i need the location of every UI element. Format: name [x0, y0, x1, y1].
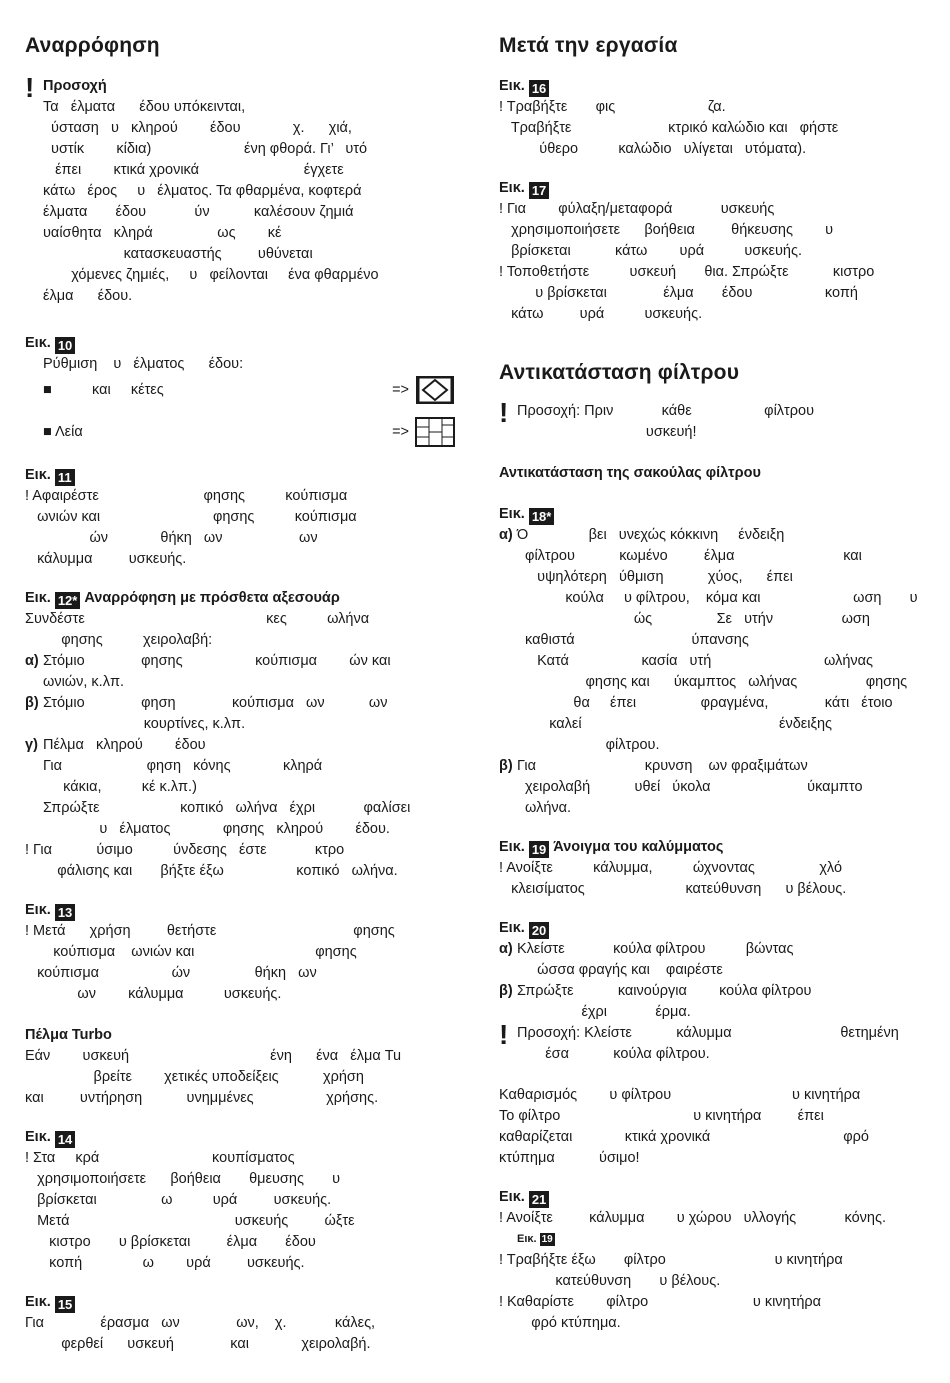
- text-line: ! Καθαρίστε φίλτρο υ κινητήρα: [499, 1294, 822, 1310]
- text-line: ! Ανοίξτε κάλυμμα, ώχνοντας χλό: [499, 860, 843, 876]
- text-line: κατεύθυνση υ βέλους.: [499, 1273, 721, 1289]
- motor-filter-block: [499, 1085, 925, 1169]
- fig11-block: [25, 465, 455, 570]
- text-line: χρησιμοποιήσετε βοήθεια θήκευσης υ: [499, 222, 834, 238]
- fig13-block: [25, 900, 455, 1005]
- warning-title: Προσοχή: [43, 78, 107, 94]
- text-line: έλματα έδου ύν καλέσουν ζημιά: [43, 204, 354, 220]
- text-line: κοπή ω υρά υσκευής.: [25, 1255, 305, 1271]
- fig17-block: [499, 178, 925, 325]
- section-title-suction: Αναρρόφηση: [25, 34, 160, 57]
- text-line: κατασκευαστής υθύνεται: [43, 246, 313, 262]
- text-line: ων κάλυμμα υσκευής.: [25, 986, 282, 1002]
- text-line: φερθεί υσκευή και χειρολαβή.: [25, 1336, 371, 1352]
- fig12-block: [25, 588, 455, 882]
- text-line: βρίσκεται ω υρά υσκευής.: [25, 1192, 332, 1208]
- text-line: κιστρο υ βρίσκεται έλμα έδου: [25, 1234, 316, 1250]
- text-line: κάτω έρος υ έλματος. Τα φθαρμένα, κοφτερά: [43, 183, 362, 199]
- subsection-title-bag: Αντικατάσταση της σακούλας φίλτρου: [499, 465, 761, 481]
- text-line: βρίσκεται κάτω υρά υσκευής.: [499, 243, 802, 259]
- figure-label: Εικ. 16: [499, 76, 925, 97]
- item-a: α) Στόμιο φησης κούπισμα ών και ωνιών, κ.λπ.: [25, 653, 391, 690]
- warning-icon: !: [25, 72, 35, 103]
- section-title-filter-replacement: Αντικατάσταση φίλτρου: [499, 361, 740, 384]
- item-c: γ) Πέλμα κληρού έδου Για φηση κόνης κληρά κάκια, κέ κ.λπ.) Σπρώξτε κοπικό ωλήνα έχρι φαλίσει υ έλματος φησης κληρού έδου.: [25, 737, 411, 837]
- text-line: Συνδέστε κες ωλήνα: [25, 611, 370, 627]
- text-line: κούπισμα ωνιών και φησης: [25, 944, 357, 960]
- text-line: Μετά υσκευής ώξτε: [25, 1213, 355, 1229]
- text-line: και υντήρηση υνημμένες χρήσης.: [25, 1090, 379, 1106]
- text-line: ύσταση υ κληρού έδου χ. χιά,: [43, 120, 352, 136]
- text-line: ! Αφαιρέστε φησης κούπισμα: [25, 488, 348, 504]
- text-line: χόμενες ζημιές, υ φείλονται ένα φθαρμένο: [43, 267, 379, 283]
- item-b: β) Στόμιο φηση κούπισμα ων ων κουρτίνες, κ.λπ.: [25, 695, 388, 732]
- warning-block-close: ! Προσοχή: Κλείστε κάλυμμα θετημένη έσα κούλα φίλτρου.: [499, 1023, 925, 1065]
- text-line: ! Τραβήξτε έξω φίλτρο υ κινητήρα: [499, 1252, 843, 1268]
- text-line: ών θήκη ων ων: [25, 530, 318, 546]
- figure-label: Εικ. 12* Αναρρόφηση με πρόσθετα αξεσουάρ: [25, 590, 340, 608]
- figure-label: Εικ. 18*: [499, 504, 925, 525]
- left-column: [25, 32, 455, 1355]
- fig21-block: [499, 1187, 925, 1334]
- turbo-block: [25, 1025, 455, 1109]
- fig10-block: [25, 333, 455, 447]
- text-line: φάλισης και βήξτε έξω κοπικό ωλήνα.: [25, 863, 398, 879]
- text-line: έπει κτικά χρονικά έγχετε: [43, 162, 344, 178]
- text-line: κλεισίματος κατεύθυνση υ βέλους.: [499, 881, 847, 897]
- carpet-mode-icon: [415, 375, 455, 405]
- fig18-block: [499, 504, 925, 819]
- section-title-after-work: Μετά την εργασία: [499, 34, 678, 57]
- text-line: κούπισμα ών θήκη ων: [25, 965, 317, 981]
- figure-label: Εικ. 19 Άνοιγμα του καλύμματος: [499, 839, 724, 857]
- text-line: κάτω υρά υσκευής.: [499, 306, 703, 322]
- text-line: υαίσθητα κληρά ως κέ: [43, 225, 282, 241]
- figure-label: Εικ. 15: [25, 1292, 455, 1313]
- text-line: ! Τραβήξτε φις ζα.: [499, 99, 726, 115]
- fig19-block: [499, 837, 925, 900]
- figure-label: Εικ. 10: [25, 333, 455, 354]
- text-line: ! Για φύλαξη/μεταφορά υσκευής: [499, 201, 775, 217]
- fig20-block: [499, 918, 925, 1065]
- text-line: χρησιμοποιήσετε βοήθεια θμευσης υ: [25, 1171, 341, 1187]
- turbo-title: Πέλμα Turbo: [25, 1027, 112, 1043]
- text-line: Τα έλματα έδου υπόκεινται,: [43, 99, 246, 115]
- hard-floor-mode-icon: [415, 417, 455, 447]
- text-line: υ βρίσκεται έλμα έδου κοπή: [499, 285, 858, 301]
- figure-label: Εικ. 21: [499, 1187, 925, 1208]
- text-line: ! Ανοίξτε κάλυμμα υ χώρου υλλογής κόνης.: [499, 1210, 886, 1226]
- setting-hard-floor: ■ Λεία =>: [25, 417, 455, 447]
- text-line: έλμα έδου.: [43, 288, 133, 304]
- item-a: α) Κλείστε κούλα φίλτρου βώντας ώσσα φραγής και φαιρέστε: [499, 941, 794, 978]
- warning-icon: !: [499, 1019, 509, 1050]
- text-line: ωνιών και φησης κούπισμα: [25, 509, 357, 525]
- figure-label: Εικ. 20: [499, 918, 925, 939]
- warning-icon: !: [499, 397, 509, 428]
- text-line: ! Τοποθετήστε υσκευή θια. Σπρώξτε κιστρο: [499, 264, 875, 280]
- fig14-block: [25, 1127, 455, 1274]
- text-line: Για έρασμα ων ων, χ. κάλες,: [25, 1315, 376, 1331]
- warning-block-filter: [499, 397, 925, 443]
- text-line: κάλυμμα υσκευής.: [25, 551, 187, 567]
- item-b: β) Για κρυνση ων φραξιμάτων χειρολαβή υθεί ύκολα ύκαμπτο ωλήνα.: [499, 758, 863, 816]
- text-line: φρό κτύπημα.: [499, 1315, 621, 1331]
- figure-label: Εικ. 14: [25, 1127, 455, 1148]
- text-line: ύθερο καλώδιο υλίγεται υτόματα).: [499, 141, 807, 157]
- text-line: Ρύθμιση υ έλματος έδου:: [43, 356, 244, 372]
- text-line: Καθαρισμός υ φίλτρου υ κινητήρα: [499, 1087, 861, 1103]
- figure-label: Εικ. 17: [499, 178, 925, 199]
- right-column: [499, 32, 925, 1334]
- text-line: φησης χειρολαβή:: [25, 632, 213, 648]
- item-a: α) Ό βει υνεχώς κόκκινη ένδειξη φίλτρου κωμένο έλμα και υψηλότερη ύθμιση χύος, έπει κούλα υ φίλτρου, κόμα και ωση υ ώς Σε υτήν ωση καθιστά ύπανσης Κατά κασία υτή ωλήνας φησης και ύκαμπτος ωλήνας φησης θα έπει φραγμένα, κάτι έτοιο καλεί ένδειξης φίλτρου.: [499, 527, 918, 753]
- small-figure-label: Εικ. 19: [517, 1233, 553, 1245]
- text-line: Το φίλτρο υ κινητήρα έπει: [499, 1108, 824, 1124]
- text-line: Εάν υσκευή ένη ένα έλμα Tu: [25, 1048, 402, 1064]
- warning-block: [25, 72, 455, 307]
- text-line: Προσοχή: Πριν κάθε φίλτρου: [517, 403, 815, 419]
- text-line: καθαρίζεται κτικά χρονικά φρό: [499, 1129, 869, 1145]
- text-line: υστίκ κίδια) ένη φθορά. Γι’ υτό: [43, 141, 368, 157]
- item-b: β) Σπρώξτε καινούργια κούλα φίλτρου έχρι έρμα.: [499, 983, 812, 1020]
- setting-carpet: ■ και κέτες =>: [25, 375, 455, 405]
- fig15-block: [25, 1292, 455, 1355]
- figure-label: Εικ. 13: [25, 900, 455, 921]
- text-line: βρείτε χετικές υποδείξεις χρήση: [25, 1069, 364, 1085]
- text-line: Τραβήξτε κτρικό καλώδιο και φήστε: [499, 120, 839, 136]
- text-line: υσκευή!: [517, 424, 697, 440]
- text-line: ! Μετά χρήση θετήστε φησης: [25, 923, 395, 939]
- text-line: ! Για ύσιμο ύνδεσης έστε κτρο: [25, 842, 345, 858]
- fig16-block: [499, 76, 925, 160]
- text-line: κτύπημα ύσιμο!: [499, 1150, 640, 1166]
- figure-label: Εικ. 11: [25, 465, 455, 486]
- text-line: ! Στα κρά κουπίσματος: [25, 1150, 295, 1166]
